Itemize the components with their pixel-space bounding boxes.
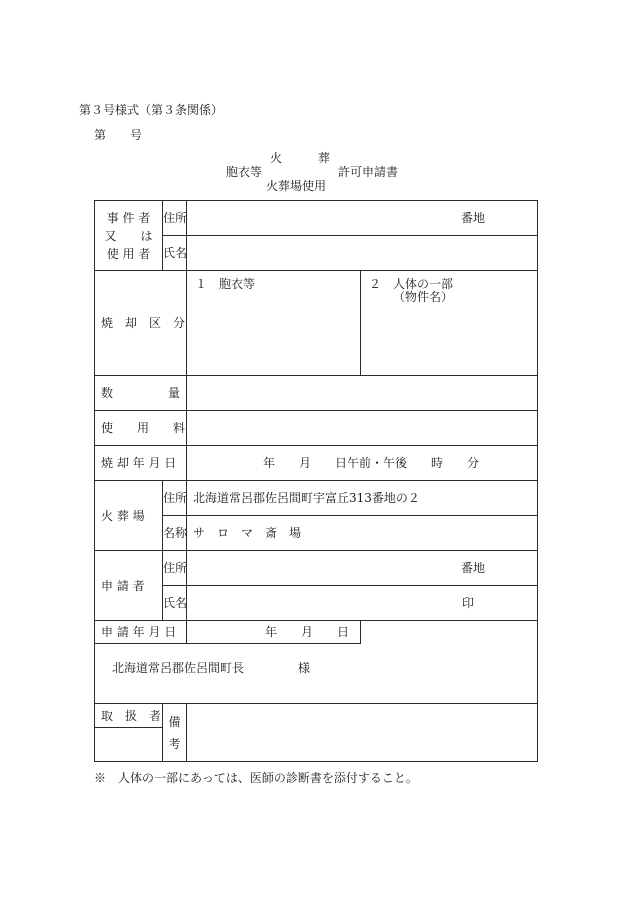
incineration-type-label-cell [95, 271, 187, 376]
fee-label: 使 用 料 [101, 421, 186, 435]
incineration-date-label: 焼 却 年 月 日 [101, 456, 177, 470]
applicant-name-label: 氏名 [163, 586, 187, 621]
remarks-label-bottom: 考 [168, 736, 181, 751]
applicant-label-cell [95, 551, 163, 621]
fee-field[interactable] [187, 411, 538, 446]
quantity-label-cell [95, 376, 187, 411]
title-top-line: 火 葬 [270, 151, 331, 165]
user-label-line3: 使 用 者 [106, 246, 151, 261]
application-date-label: 申 請 年 月 日 [101, 625, 177, 639]
applicant-label: 申 請 者 [101, 578, 145, 593]
quantity-label-b: 量 [168, 386, 181, 400]
title-bottom-line: 火葬場使用 [266, 179, 327, 193]
addressee-cell [95, 644, 538, 704]
incineration-type-label: 焼 却 区 分 [101, 316, 186, 330]
user-address-suffix: 番地 [461, 211, 486, 225]
crematorium-name-field [187, 516, 538, 551]
user-label-cell [95, 201, 163, 271]
remarks-field[interactable] [187, 704, 538, 762]
crematorium-address-value: 北海道常呂郡佐呂間町宇富丘313番地の２ [193, 491, 420, 505]
applicant-name-field[interactable] [187, 586, 538, 621]
remarks-label-top: 備 [168, 714, 181, 729]
option-body-part-label: ２ 人体の一部 [369, 277, 454, 291]
crematorium-address-field [187, 481, 538, 516]
addressee-honorific: 様 [298, 661, 311, 675]
title-suffix: 許可申請書 [338, 165, 399, 179]
applicant-address-suffix: 番地 [461, 561, 486, 575]
incineration-date-value: 年 月 日午前・午後 時 分 [263, 456, 480, 470]
user-name-field[interactable] [187, 236, 538, 271]
quantity-field[interactable] [187, 376, 538, 411]
application-form-table [94, 200, 538, 762]
crematorium-label: 火 葬 場 [101, 508, 145, 523]
application-date-blank [361, 621, 538, 644]
applicant-address-label: 住所 [163, 551, 187, 586]
user-label-line1: 事 件 者 [106, 210, 151, 225]
incineration-date-field[interactable] [187, 446, 538, 481]
crematorium-label-cell [95, 481, 163, 551]
application-date-field[interactable] [187, 621, 361, 644]
crematorium-name-value: サ ロ マ 斎 場 [193, 526, 302, 540]
user-name-label: 氏名 [163, 236, 187, 271]
incineration-date-label-cell [95, 446, 187, 481]
user-address-label: 住所 [163, 201, 187, 236]
application-date-label-cell [95, 621, 187, 644]
document-title [226, 152, 426, 194]
document-number-label: 第 号 [94, 128, 143, 142]
option-placenta-label: １ 胞衣等 [195, 277, 256, 291]
form-number-label: 第３号様式（第３条関係） [79, 103, 224, 117]
user-label-line2: 又 は [104, 228, 153, 243]
quantity-label-a: 数 [101, 386, 114, 400]
remarks-label-cell [163, 704, 187, 762]
applicant-address-field[interactable] [187, 551, 538, 586]
crematorium-name-label: 名称 [163, 516, 187, 551]
title-prefix: 胞衣等 [226, 165, 263, 179]
incineration-option-body-part[interactable] [361, 271, 538, 376]
crematorium-address-label: 住所 [163, 481, 187, 516]
footer-note: ※ 人体の一部にあっては、医師の診断書を添付すること。 [94, 771, 418, 785]
fee-label-cell [95, 411, 187, 446]
addressee-name: 北海道常呂郡佐呂間町長 [112, 661, 245, 675]
handler-field[interactable] [95, 728, 163, 762]
application-date-value: 年 月 日 [265, 625, 350, 639]
incineration-option-placenta[interactable] [187, 271, 361, 376]
option-item-name-label: （物件名） [393, 290, 454, 304]
user-address-field[interactable] [187, 201, 538, 236]
handler-label-cell [95, 704, 163, 728]
seal-mark: 印 [462, 596, 475, 610]
handler-label: 取 扱 者 [101, 708, 162, 723]
